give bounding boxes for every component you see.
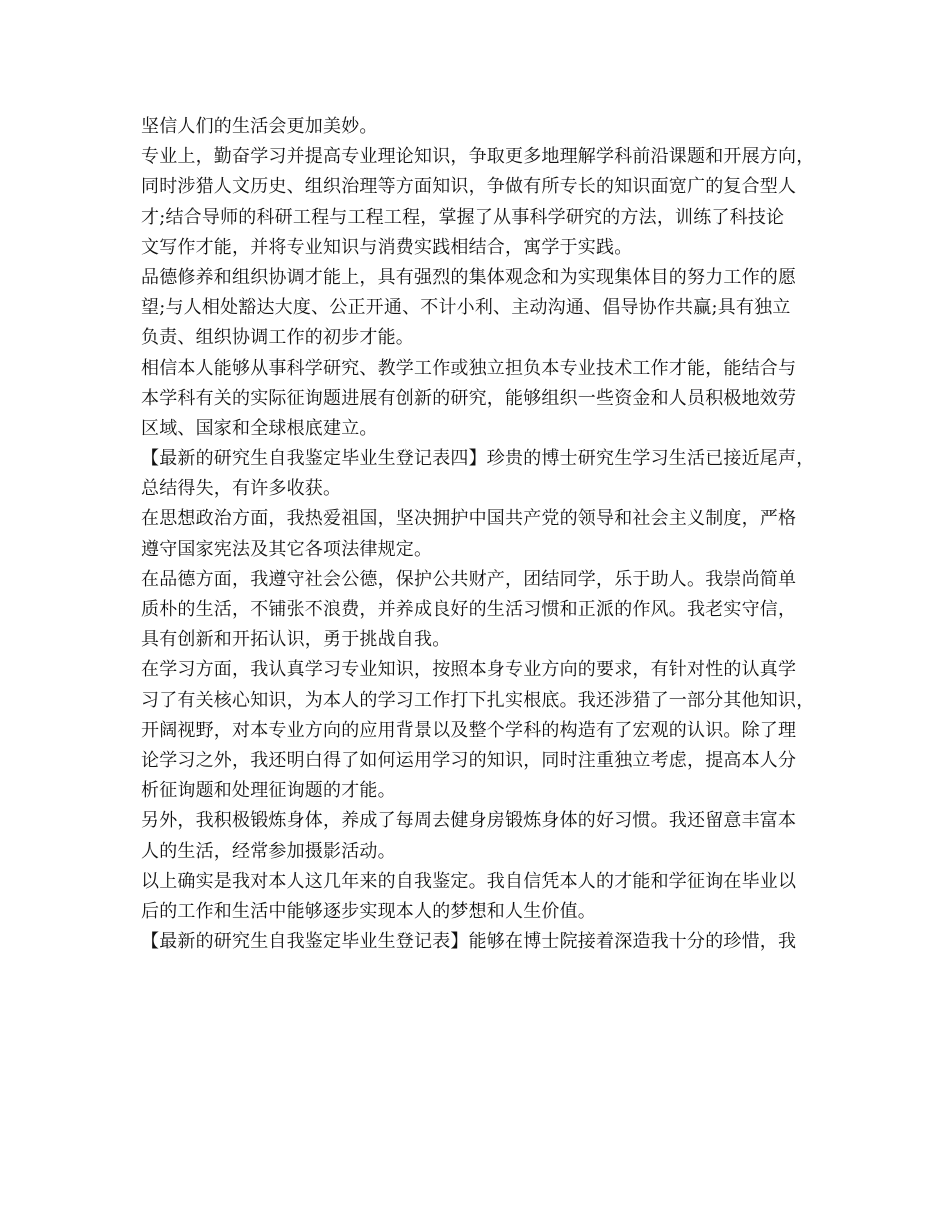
text-line: 析征询题和处理征询题的才能。 — [141, 780, 396, 802]
text-line: 坚信人们的生活会更加美妙。 — [141, 116, 378, 137]
text-line: 本学科有关的实际征询题进展有创新的研究，能够组织一些资金和人员积极地效劳 — [141, 387, 797, 409]
text-line: 区域、国家和全球根底建立。 — [141, 417, 378, 439]
document-body — [141, 112, 821, 957]
text-line: 具有创新和开拓认识，勇于挑战自我。 — [141, 629, 451, 651]
section-heading-line: 【最新的研究生自我鉴定毕业生登记表四】珍贵的博士研究生学习生活已接近尾声， — [141, 448, 815, 470]
text-line: 在品德方面，我遵守社会公德，保护公共财产，团结同学，乐于助人。我崇尚简单 — [141, 568, 797, 590]
text-line: 文写作才能，并将专业知识与消费实践相结合，寓学于实践。 — [141, 236, 633, 258]
section-heading-line: 【最新的研究生自我鉴定毕业生登记表】能够在博士院接着深造我十分的珍惜，我 — [141, 931, 797, 953]
text-line: 相信本人能够从事科学研究、教学工作或独立担负本专业技术工作才能，能结合与 — [141, 357, 797, 379]
text-line: 望;与人相处豁达大度、公正开通、不计小利、主动沟通、倡导协作共赢;具有独立 — [141, 297, 791, 319]
text-line: 以上确实是我对本人这几年来的自我鉴定。我自信凭本人的才能和学征询在毕业以 — [141, 870, 797, 892]
text-line: 在学习方面，我认真学习专业知识，按照本身专业方向的要求，有针对性的认真学 — [141, 659, 797, 681]
text-line: 后的工作和生活中能够逐步实现本人的梦想和人生价值。 — [141, 900, 596, 922]
text-line: 遵守国家宪法及其它各项法律规定。 — [141, 538, 433, 560]
text-line: 论学习之外，我还明白得了如何运用学习的知识，同时注重独立考虑，提高本人分 — [141, 749, 797, 771]
text-line: 专业上，勤奋学习并提高专业理论知识，争取更多地理解学科前沿课题和开展方向， — [141, 146, 815, 168]
text-line: 才;结合导师的科研工程与工程工程，掌握了从事科学研究的方法，训练了科技论 — [141, 206, 785, 228]
text-line: 另外，我积极锻炼身体，养成了每周去健身房锻炼身体的好习惯。我还留意丰富本 — [141, 810, 797, 832]
text-line: 开阔视野，对本专业方向的应用背景以及整个学科的构造有了宏观的认识。除了理 — [141, 719, 797, 741]
text-line: 负责、组织协调工作的初步才能。 — [141, 327, 414, 349]
text-line: 总结得失，有许多收获。 — [141, 478, 342, 500]
text-line: 同时涉猎人文历史、组织治理等方面知识，争做有所专长的知识面宽广的复合型人 — [141, 176, 797, 198]
text-line: 质朴的生活，不铺张不浪费，并养成良好的生活习惯和正派的作风。我老实守信， — [141, 599, 797, 620]
text-line: 在思想政治方面，我热爱祖国，坚决拥护中国共产党的领导和社会主义制度，严格 — [141, 508, 797, 530]
text-line: 人的生活，经常参加摄影活动。 — [141, 840, 396, 862]
text-line: 品德修养和组织协调才能上，具有强烈的集体观念和为实现集体目的努力工作的愿 — [141, 266, 797, 288]
text-line: 习了有关核心知识，为本人的学习工作打下扎实根底。我还涉猎了一部分其他知识， — [141, 689, 815, 711]
